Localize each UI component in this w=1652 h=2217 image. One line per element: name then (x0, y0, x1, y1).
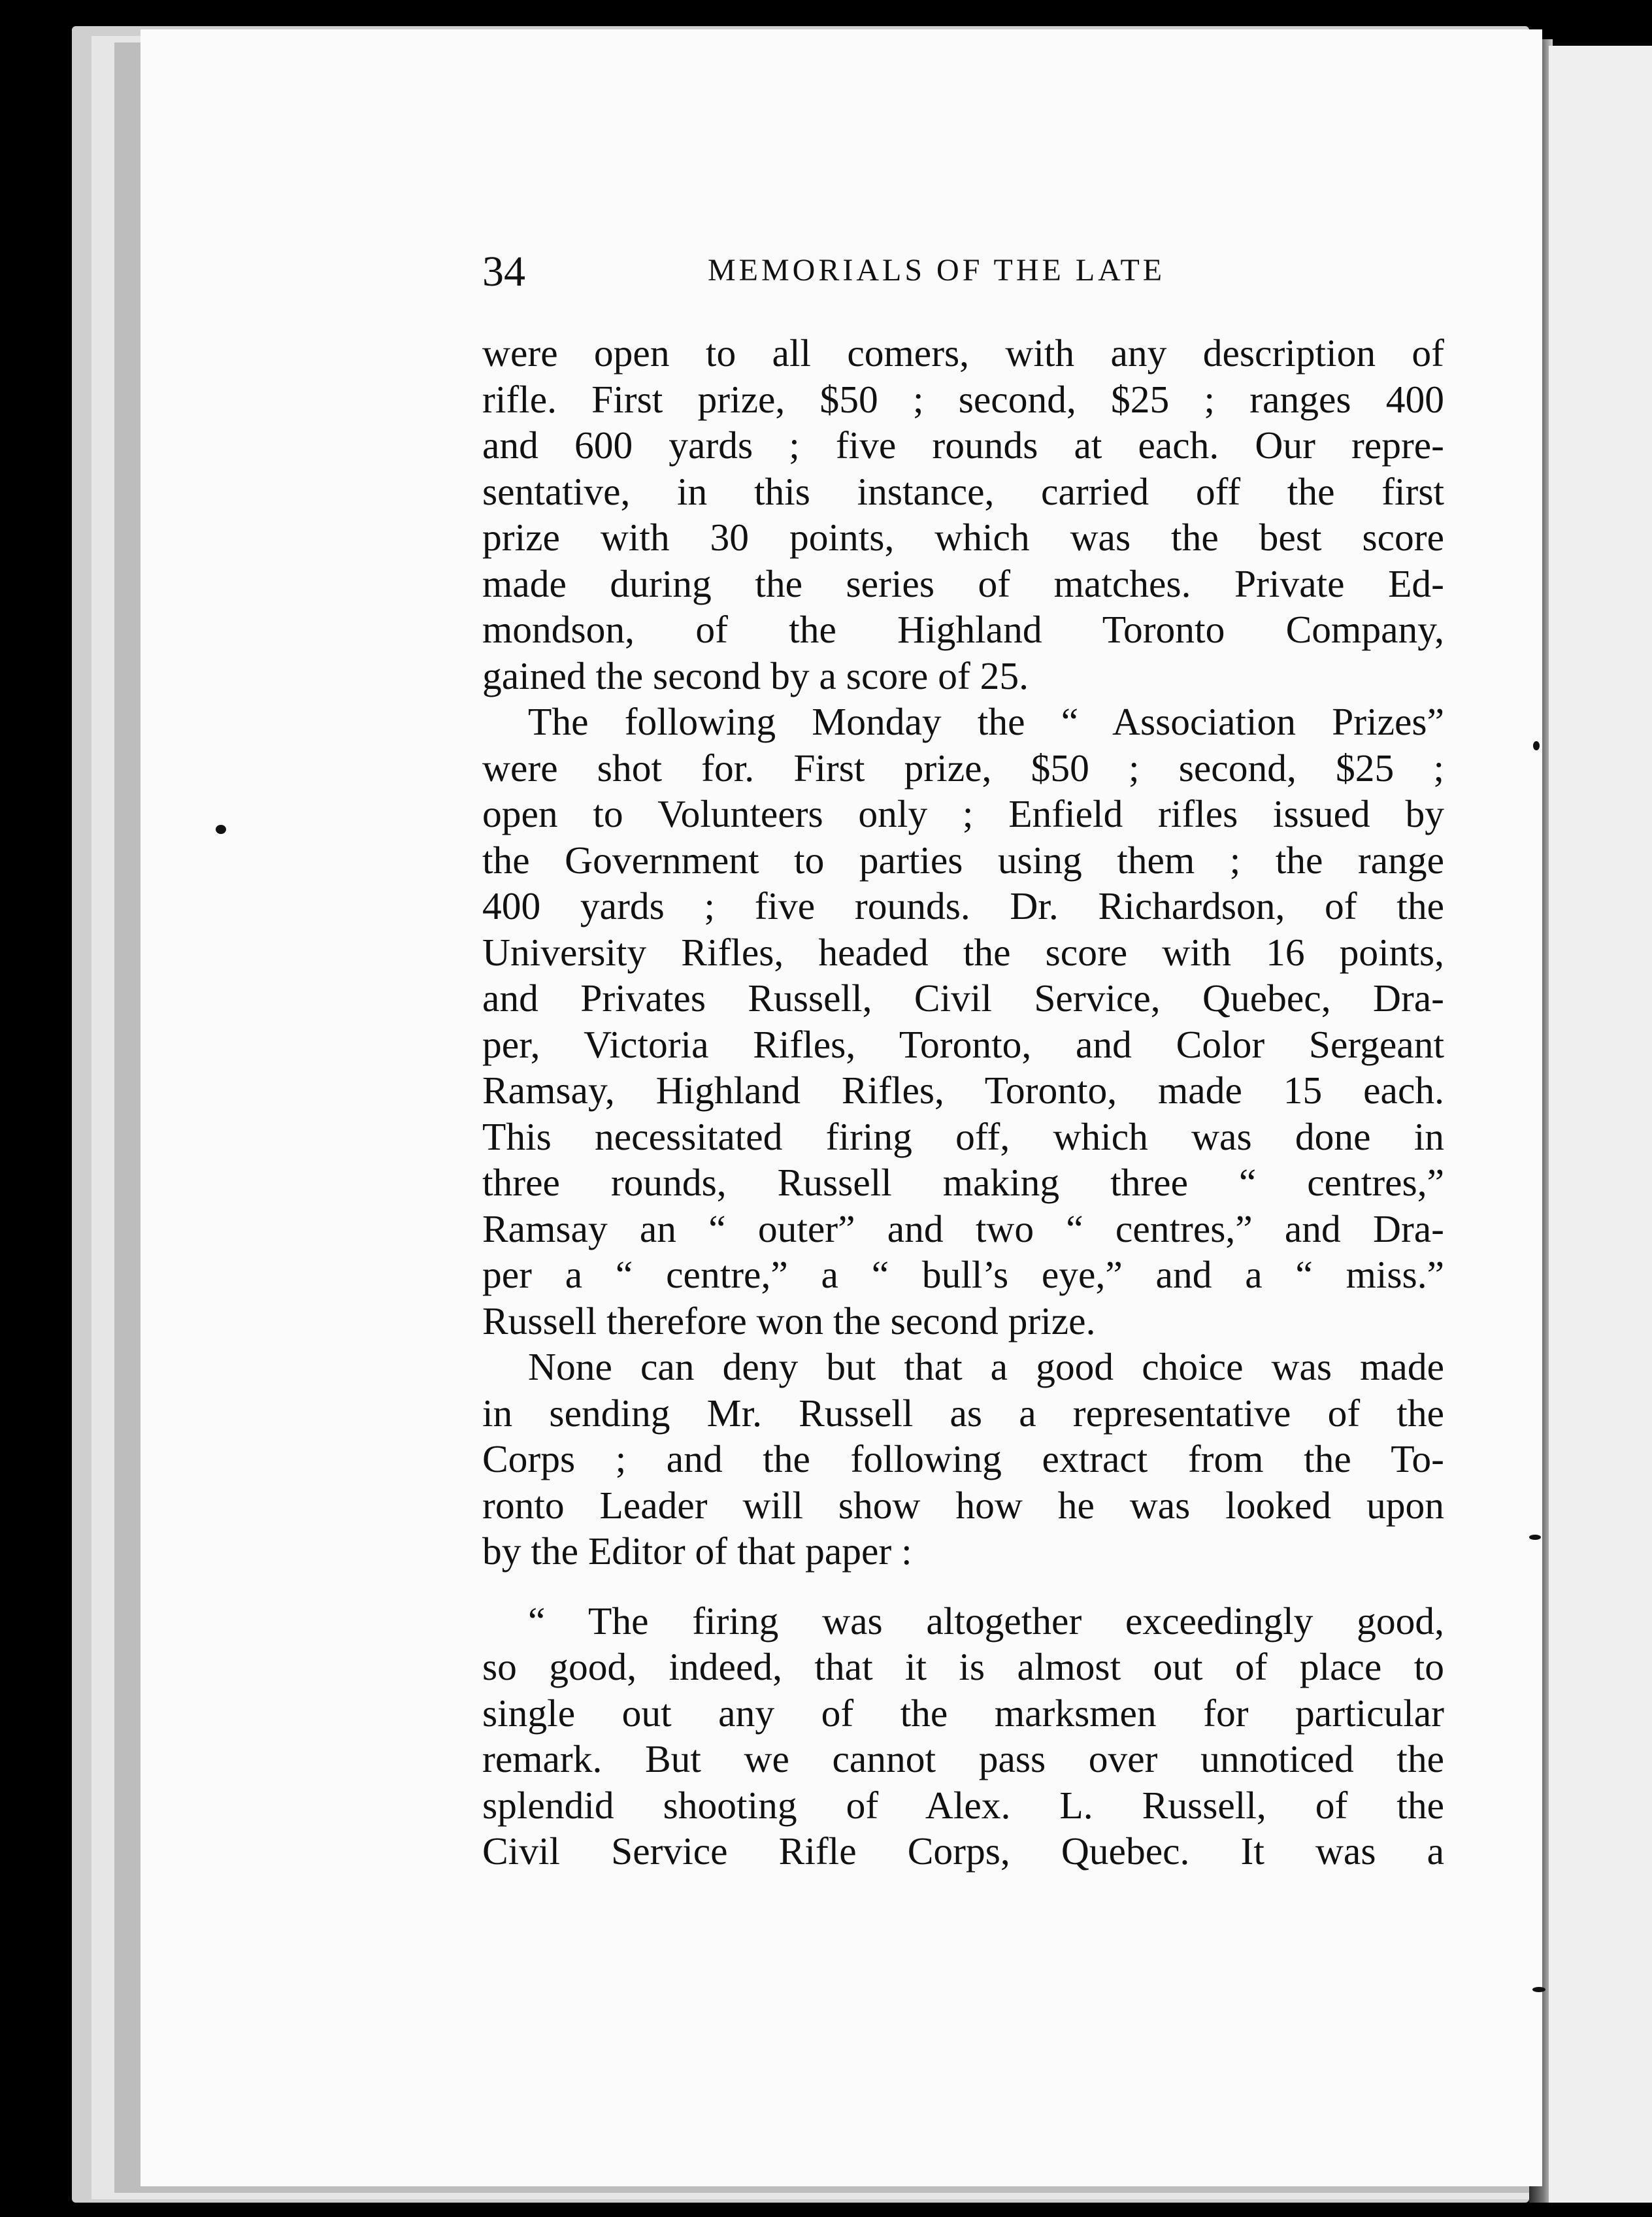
text-line: University Rifles, headed the score with 16 points, (482, 930, 1444, 974)
text-line: splendid shooting of Alex. L. Russell, of the (482, 1783, 1444, 1827)
text-line: and 600 yards ; five rounds at each. Our repre- (482, 424, 1444, 467)
text-line: Russell therefore won the second prize. (482, 1299, 1096, 1342)
ink-speck (216, 825, 226, 834)
text-line: This necessitated firing off, which was done in (482, 1114, 1444, 1158)
text-line: remark. But we cannot pass over unnoticed the (482, 1737, 1444, 1780)
text-line: None can deny but that a good choice was made (528, 1345, 1444, 1388)
text-line: three rounds, Russell making three “ centres,” (482, 1161, 1444, 1204)
text-line: per, Victoria Rifles, Toronto, and Color Sergeant (482, 1022, 1444, 1066)
text-line: rifle. First prize, $50 ; second, $25 ; ranges 400 (482, 377, 1444, 421)
text-line: open to Volunteers only ; Enfield rifles issued by (482, 792, 1444, 835)
text-line: gained the second by a score of 25. (482, 654, 1029, 697)
text-line: were open to all comers, with any description of (482, 331, 1444, 375)
ink-speck (1533, 741, 1540, 750)
text-line: the Government to parties using them ; the range (482, 838, 1444, 882)
text-line: by the Editor of that paper : (482, 1529, 912, 1573)
text-line: single out any of the marksmen for particular (482, 1691, 1444, 1735)
page-number: 34 (482, 248, 525, 295)
text-line: prize with 30 points, which was the best score (482, 516, 1444, 559)
text-line: were shot for. First prize, $50 ; second, $25 ; (482, 746, 1444, 790)
text-line: 400 yards ; five rounds. Dr. Richardson, of the (482, 884, 1444, 927)
text-line: Ramsay, Highland Rifles, Toronto, made 15 each. (482, 1069, 1444, 1112)
text-line: made during the series of matches. Private Ed- (482, 561, 1444, 605)
text-line: and Privates Russell, Civil Service, Quebec, Dra- (482, 976, 1444, 1020)
text-line: in sending Mr. Russell as a representative of the (482, 1391, 1444, 1435)
running-header-title: MEMORIALS OF THE LATE (708, 253, 1166, 288)
facing-page-edge (1549, 46, 1652, 2203)
text-line: so good, indeed, that it is almost out of place to (482, 1645, 1444, 1688)
text-line: Civil Service Rifle Corps, Quebec. It was a (482, 1829, 1444, 1873)
text-line: per a “ centre,” a “ bull’s eye,” and a “ miss.” (482, 1253, 1444, 1296)
text-line: “ The firing was altogether exceedingly good, (528, 1599, 1444, 1642)
text-line: ronto Leader will show how he was looked upon (482, 1483, 1444, 1527)
running-header (482, 247, 1443, 299)
ink-speck (1532, 1987, 1545, 1992)
ink-speck (1529, 1535, 1541, 1540)
text-line: mondson, of the Highland Toronto Company, (482, 608, 1444, 651)
text-line: The following Monday the “ Association Prizes” (528, 700, 1444, 743)
text-line: sentative, in this instance, carried off the first (482, 469, 1444, 513)
body-text (482, 330, 1444, 1875)
text-line: Corps ; and the following extract from the To- (482, 1437, 1444, 1480)
text-line: Ramsay an “ outer” and two “ centres,” and Dra- (482, 1207, 1444, 1250)
